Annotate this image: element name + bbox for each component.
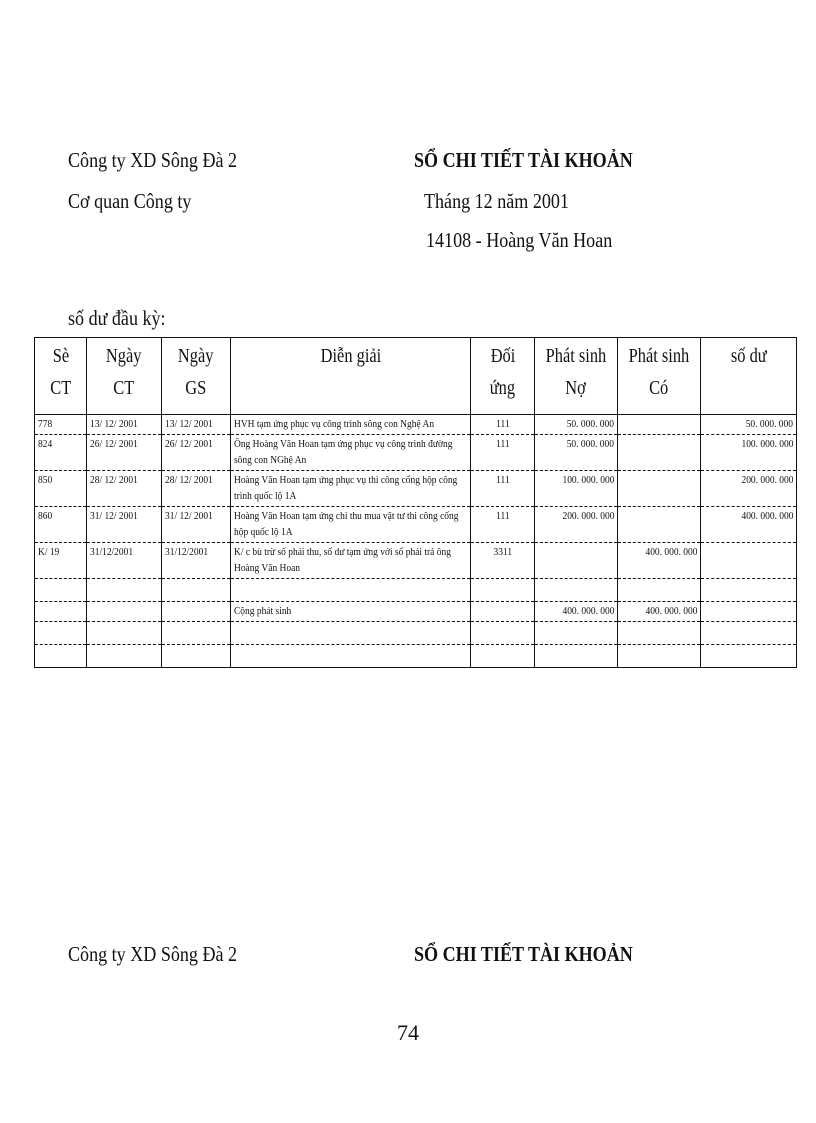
total-ps-no: 400. 000. 000	[535, 602, 618, 622]
cell-so-du: 50. 000. 000	[701, 415, 797, 435]
cell-so-ct: 850	[35, 471, 87, 507]
total-label: Cộng phát sinh	[231, 602, 471, 622]
cell-so-ct: K/ 19	[35, 543, 87, 579]
total-row	[35, 602, 797, 622]
cell-ngay-gs: 28/ 12/ 2001	[162, 471, 231, 507]
col-header-dien-giai: Diễn giải	[231, 338, 471, 415]
cell-ps-no: 50. 000. 000	[535, 435, 618, 471]
cell-dien-giai: Ông Hoàng Văn Hoan tạm ứng phục vụ công trình đường sông con NGhệ An	[231, 435, 471, 471]
col-header-so-du: số dư	[701, 338, 797, 415]
cell-dien-giai: K/ c bù trừ số phải thu, số dư tạm ứng với số phải trả ông Hoàng Văn Hoan	[231, 543, 471, 579]
cell-ps-no	[535, 543, 618, 579]
cell-ps-co	[618, 435, 701, 471]
table-row	[35, 471, 797, 507]
cell-so-du: 100. 000. 000	[701, 435, 797, 471]
cell-doi-ung: 111	[471, 415, 535, 435]
cell-ngay-ct: 28/ 12/ 2001	[87, 471, 162, 507]
cell-ps-no: 50. 000. 000	[535, 415, 618, 435]
office-name: Cơ quan Công ty	[68, 189, 192, 213]
cell-ps-no: 200. 000. 000	[535, 507, 618, 543]
ledger-table	[34, 337, 797, 668]
cell-so-ct: 860	[35, 507, 87, 543]
col-header-ps-no: Phát sinh Nợ	[535, 338, 618, 415]
period-label: Tháng 12 năm 2001	[424, 189, 569, 213]
col-header-ngay-ct: Ngày CT	[87, 338, 162, 415]
col-header-doi-ung: Đối ứng	[471, 338, 535, 415]
cell-ngay-gs: 13/ 12/ 2001	[162, 415, 231, 435]
empty-row	[35, 622, 797, 645]
total-ps-co: 400. 000. 000	[618, 602, 701, 622]
col-header-so-ct: Sè CT	[35, 338, 87, 415]
cell-so-ct: 824	[35, 435, 87, 471]
cell-ngay-ct: 31/12/2001	[87, 543, 162, 579]
document-title: SỔ CHI TIẾT TÀI KHOẢN	[414, 148, 633, 172]
footer-document-title: SỔ CHI TIẾT TÀI KHOẢN	[414, 942, 633, 966]
cell-so-du: 200. 000. 000	[701, 471, 797, 507]
cell-ngay-ct: 26/ 12/ 2001	[87, 435, 162, 471]
table-row	[35, 415, 797, 435]
cell-dien-giai: Hoàng Văn Hoan tạm ứng phục vụ thi công cống hộp công trình quốc lộ 1A	[231, 471, 471, 507]
cell-dien-giai: HVH tạm ứng phục vụ công trình sông con Nghệ An	[231, 415, 471, 435]
cell-ps-co	[618, 415, 701, 435]
cell-dien-giai: Hoàng Văn Hoan tạm ứng chi thu mua vật tư thi công cống hộp quốc lộ 1A	[231, 507, 471, 543]
cell-so-du: 400. 000. 000	[701, 507, 797, 543]
cell-doi-ung: 111	[471, 507, 535, 543]
cell-doi-ung: 111	[471, 435, 535, 471]
cell-ngay-gs: 31/ 12/ 2001	[162, 507, 231, 543]
cell-so-du	[701, 543, 797, 579]
empty-row	[35, 579, 797, 602]
cell-ngay-ct: 31/ 12/ 2001	[87, 507, 162, 543]
company-name: Công ty XD Sông Đà 2	[68, 148, 238, 172]
table-row	[35, 543, 797, 579]
page-number: 74	[397, 1020, 419, 1045]
table-header-row	[35, 338, 797, 415]
cell-ngay-ct: 13/ 12/ 2001	[87, 415, 162, 435]
table-row	[35, 435, 797, 471]
col-header-ps-co: Phát sinh Có	[618, 338, 701, 415]
empty-row	[35, 645, 797, 668]
cell-so-ct: 778	[35, 415, 87, 435]
cell-ngay-gs: 26/ 12/ 2001	[162, 435, 231, 471]
cell-ps-no: 100. 000. 000	[535, 471, 618, 507]
cell-doi-ung: 3311	[471, 543, 535, 579]
col-header-ngay-gs: Ngày GS	[162, 338, 231, 415]
cell-ngay-gs: 31/12/2001	[162, 543, 231, 579]
footer-company-name: Công ty XD Sông Đà 2	[68, 942, 238, 966]
account-label: 14108 - Hoàng Văn Hoan	[426, 228, 613, 252]
cell-ps-co: 400. 000. 000	[618, 543, 701, 579]
cell-doi-ung: 111	[471, 471, 535, 507]
cell-ps-co	[618, 471, 701, 507]
cell-ps-co	[618, 507, 701, 543]
opening-balance-label: số dư đầu kỳ:	[68, 306, 166, 330]
table-row	[35, 507, 797, 543]
